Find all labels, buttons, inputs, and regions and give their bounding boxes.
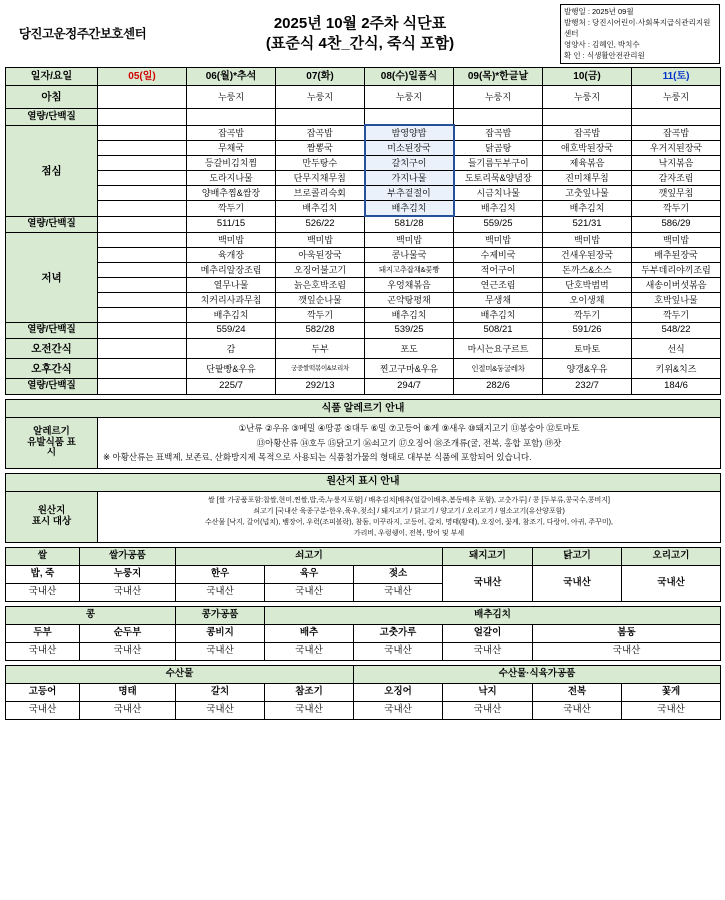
dinner-4-1: 수제비국 — [454, 248, 543, 263]
sub-2-6: 봄동 — [533, 625, 721, 643]
am-snack-2: 두부 — [276, 339, 365, 359]
allergy-title: 식품 알레르기 안내 — [6, 400, 721, 418]
sub-2-1: 순두부 — [80, 625, 176, 643]
dinner-5-1: 건새우된장국 — [543, 248, 632, 263]
lunch-0-2 — [98, 156, 187, 171]
dinner-3-2: 돼지고추잡채&꽃빵 — [365, 263, 454, 278]
dinner-6-2: 두부데리야끼조림 — [632, 263, 721, 278]
group-seafood: 수산물 — [6, 666, 354, 684]
title-line-1: 2025년 10월 2주차 식단표 — [273, 14, 447, 32]
dinner-4-2: 적어구이 — [454, 263, 543, 278]
lunch-2-1: 짬뽕국 — [276, 141, 365, 156]
dinner-4-0: 백미밥 — [454, 233, 543, 248]
dinner-5-5: 깍두기 — [543, 308, 632, 323]
lunch-row-0 — [6, 125, 721, 141]
allergy-line-2: ⑬아황산류 ⑭호두 ⑮닭고기 ⑯쇠고기 ⑰오징어 ⑱조개류(굴, 전복, 홍합 포함) ⑲잣 — [256, 437, 562, 448]
origin-detail-table-3 — [5, 665, 721, 720]
origin-label-line-2: 표시 대상 — [31, 516, 72, 528]
origin-2-0: 국내산 — [6, 643, 80, 661]
am-snack-3: 포도 — [365, 339, 454, 359]
dinner-6-4: 호박잎나물 — [632, 293, 721, 308]
lunch-1-5: 깍두기 — [187, 201, 276, 217]
snack-kcal-2: 292/13 — [276, 379, 365, 395]
lunch-3-0: 밤영양밥 — [365, 125, 454, 141]
sub-3-7: 꽃게 — [622, 684, 721, 702]
group-row-1 — [6, 548, 721, 566]
breakfast-kcal-0 — [98, 109, 187, 126]
origin-2-2: 국내산 — [176, 643, 265, 661]
group-bean: 콩 — [6, 607, 176, 625]
origin-2-5: 국내산 — [443, 643, 533, 661]
am-snack-0 — [98, 339, 187, 359]
allergy-line-1: ①난류 ②우유 ③메밀 ④땅콩 ⑤대두 ⑥밀 ⑦고등어 ⑧게 ⑨새우 ⑩돼지고기 ⑪봉숭아 ⑫토마토 — [238, 423, 580, 434]
origin-1-1: 국내산 — [80, 584, 176, 602]
dinner-1-0: 백미밥 — [187, 233, 276, 248]
day-header-1: 06(월)*추석 — [187, 68, 276, 86]
origin-2-4: 국내산 — [354, 643, 443, 661]
page-title — [160, 4, 560, 64]
lunch-kcal-2: 526/22 — [276, 216, 365, 233]
row-label-lunch: 점심 — [6, 125, 98, 216]
allergy-title-row — [6, 400, 721, 418]
dinner-3-1: 콩나물국 — [365, 248, 454, 263]
sub-2-5: 얼갈이 — [443, 625, 533, 643]
dinner-row-1 — [6, 248, 721, 263]
lunch-6-3: 감자조림 — [632, 171, 721, 186]
snack-kcal-row — [6, 379, 721, 395]
row-label-dinner: 저녁 — [6, 233, 98, 323]
sub-2-3: 배추 — [265, 625, 354, 643]
breakfast-row — [6, 86, 721, 109]
breakfast-kcal-2 — [276, 109, 365, 126]
lunch-4-1: 닭곰탕 — [454, 141, 543, 156]
sub-3-5: 낙지 — [443, 684, 533, 702]
day-header-4: 09(목)*한글날 — [454, 68, 543, 86]
dinner-0-3 — [98, 278, 187, 293]
day-header-3: 08(수)일품식 — [365, 68, 454, 86]
breakfast-kcal-3 — [365, 109, 454, 126]
sub-2-0: 두부 — [6, 625, 80, 643]
sub-3-1: 명태 — [80, 684, 176, 702]
allergy-label — [6, 418, 98, 468]
document-header — [5, 4, 720, 64]
lunch-6-1: 우거지된장국 — [632, 141, 721, 156]
day-header-2: 07(화) — [276, 68, 365, 86]
breakfast-kcal-row — [6, 109, 721, 126]
lunch-5-5: 배추김치 — [543, 201, 632, 217]
dinner-5-2: 돈까스&소스 — [543, 263, 632, 278]
pm-snack-5: 양갱&우유 — [543, 359, 632, 379]
row-label-breakfast-kcal: 열량/단백질 — [6, 109, 98, 126]
dinner-row-5 — [6, 308, 721, 323]
allergy-line-3: ※ 아황산류는 표백제, 보존료, 산화방지제 목적으로 사용되는 식품첨가물의 형태로 대부분 식품에 포함되어 있습니다. — [103, 452, 532, 463]
day-header-row — [6, 68, 721, 86]
dinner-1-1: 육개장 — [187, 248, 276, 263]
breakfast-kcal-4 — [454, 109, 543, 126]
title-line-2: (표준식 4찬_간식, 죽식 포함) — [265, 35, 455, 53]
lunch-6-0: 잡곡밥 — [632, 125, 721, 141]
dinner-6-5: 깍두기 — [632, 308, 721, 323]
row-label-am-snack: 오전간식 — [6, 339, 98, 359]
lunch-1-2: 등갈비김치찜 — [187, 156, 276, 171]
am-snack-6: 선식 — [632, 339, 721, 359]
allergy-body-row — [6, 418, 721, 468]
group-rice: 쌀 — [6, 548, 80, 566]
lunch-5-1: 애호박된장국 — [543, 141, 632, 156]
lunch-0-3 — [98, 171, 187, 186]
group-seafood-processed: 수산물·식육가공품 — [354, 666, 721, 684]
dinner-3-0: 백미밥 — [365, 233, 454, 248]
pm-snack-1: 단팥빵&우유 — [187, 359, 276, 379]
breakfast-5: 누룽지 — [543, 86, 632, 109]
column-header-date: 일자/요일 — [6, 68, 98, 86]
lunch-kcal-4: 559/25 — [454, 216, 543, 233]
sub-3-3: 참조기 — [265, 684, 354, 702]
breakfast-kcal-1 — [187, 109, 276, 126]
lunch-3-2: 갈치구이 — [365, 156, 454, 171]
am-snack-row — [6, 339, 721, 359]
meta-dietitian: 영양사 : 김혜인, 박치수 — [564, 39, 640, 49]
origin-table — [5, 473, 721, 544]
dinner-0-0 — [98, 233, 187, 248]
dinner-kcal-0 — [98, 323, 187, 339]
lunch-2-4: 브로콜리숙회 — [276, 186, 365, 201]
sub-row-2 — [6, 625, 721, 643]
pm-snack-4: 인절미&둥굴레차 — [454, 359, 543, 379]
lunch-4-3: 도토리묵&양념장 — [454, 171, 543, 186]
dinner-row-0 — [6, 233, 721, 248]
lunch-4-2: 들기름두부구이 — [454, 156, 543, 171]
origin-label — [6, 491, 98, 543]
sub-3-6: 전복 — [533, 684, 622, 702]
group-beef: 쇠고기 — [176, 548, 443, 566]
dinner-4-4: 무생채 — [454, 293, 543, 308]
row-label-dinner-kcal: 열량/단백질 — [6, 323, 98, 339]
dinner-2-5: 깍두기 — [276, 308, 365, 323]
dinner-5-3: 단호박범벅 — [543, 278, 632, 293]
origin-3-4: 국내산 — [354, 702, 443, 720]
origin-3-7: 국내산 — [622, 702, 721, 720]
day-header-0: 05(일) — [98, 68, 187, 86]
origin-3-0: 국내산 — [6, 702, 80, 720]
origin-1-2: 국내산 — [176, 584, 265, 602]
origin-2-1: 국내산 — [80, 643, 176, 661]
origin-3-3: 국내산 — [265, 702, 354, 720]
dinner-4-3: 연근조림 — [454, 278, 543, 293]
lunch-5-3: 진미채무침 — [543, 171, 632, 186]
lunch-5-2: 제육볶음 — [543, 156, 632, 171]
lunch-2-0: 잡곡밥 — [276, 125, 365, 141]
lunch-1-4: 양배추찜&쌈장 — [187, 186, 276, 201]
origin-body-row — [6, 491, 721, 543]
origin-line-4: 가리비, 우렁쉥이, 전복, 방어 및 부세 — [353, 530, 465, 538]
sub-3-4: 오징어 — [354, 684, 443, 702]
origin-1-0: 국내산 — [6, 584, 80, 602]
snack-kcal-3: 294/7 — [365, 379, 454, 395]
snack-kcal-0 — [98, 379, 187, 395]
breakfast-6: 누룽지 — [632, 86, 721, 109]
lunch-5-4: 고춧잎나물 — [543, 186, 632, 201]
dinner-2-0: 백미밥 — [276, 233, 365, 248]
origin-detail-table-1 — [5, 547, 721, 602]
meta-cell — [560, 4, 720, 64]
dinner-kcal-3: 539/25 — [365, 323, 454, 339]
origin-body — [98, 491, 721, 543]
dinner-0-4 — [98, 293, 187, 308]
origin-title: 원산지 표시 안내 — [6, 473, 721, 491]
origin-3-6: 국내산 — [533, 702, 622, 720]
row-label-pm-snack: 오후간식 — [6, 359, 98, 379]
lunch-kcal-row — [6, 216, 721, 233]
origin-row-2 — [6, 643, 721, 661]
allergy-label-line-2: 유발식품 표 — [27, 436, 76, 448]
origin-3-2: 국내산 — [176, 702, 265, 720]
group-row-3 — [6, 666, 721, 684]
lunch-kcal-6: 586/29 — [632, 216, 721, 233]
row-label-breakfast: 아침 — [6, 86, 98, 109]
dinner-2-2: 오징어불고기 — [276, 263, 365, 278]
am-snack-5: 토마토 — [543, 339, 632, 359]
meta-issue-date: 발행일 : 2025년 09월 — [564, 7, 634, 16]
allergy-label-line-1: 알레르기 — [33, 425, 70, 437]
group-kimchi: 배추김치 — [265, 607, 721, 625]
origin-1-4: 국내산 — [354, 584, 443, 602]
lunch-5-0: 잡곡밥 — [543, 125, 632, 141]
lunch-0-4 — [98, 186, 187, 201]
lunch-3-1: 미소된장국 — [365, 141, 454, 156]
breakfast-2: 누룽지 — [276, 86, 365, 109]
dinner-6-0: 백미밥 — [632, 233, 721, 248]
dinner-1-4: 치커리사과무침 — [187, 293, 276, 308]
lunch-6-5: 깍두기 — [632, 201, 721, 217]
snack-kcal-5: 232/7 — [543, 379, 632, 395]
lunch-2-3: 단무지채무침 — [276, 171, 365, 186]
lunch-3-5: 배추김치 — [365, 201, 454, 217]
origin-2-3: 국내산 — [265, 643, 354, 661]
dinner-row-3 — [6, 278, 721, 293]
lunch-4-5: 배추김치 — [454, 201, 543, 217]
origin-label-line-1: 원산지 — [37, 505, 66, 517]
meta-publisher: 발행처 : 당진시어린이·사회복지급식관리지원센터 — [564, 17, 711, 38]
lunch-3-3: 가지나물 — [365, 171, 454, 186]
sub-1-4: 젖소 — [354, 566, 443, 584]
dinner-1-2: 메추리알장조림 — [187, 263, 276, 278]
pm-snack-2: 궁중쌀떡볶이&보리차 — [276, 359, 365, 379]
origin-3-1: 국내산 — [80, 702, 176, 720]
dinner-3-4: 곤약탕평채 — [365, 293, 454, 308]
group-bean-product: 콩가공품 — [176, 607, 265, 625]
snack-kcal-4: 282/6 — [454, 379, 543, 395]
sub-1-2: 한우 — [176, 566, 265, 584]
pm-snack-row — [6, 359, 721, 379]
meta-confirm: 확 인 : 식생활안전관리원 — [564, 50, 645, 60]
group-chicken: 닭고기 — [533, 548, 622, 566]
lunch-4-4: 시금치나물 — [454, 186, 543, 201]
sub-2-2: 콩비지 — [176, 625, 265, 643]
pm-snack-3: 찐고구마&우유 — [365, 359, 454, 379]
lunch-row-3 — [6, 171, 721, 186]
lunch-1-0: 잡곡밥 — [187, 125, 276, 141]
day-header-5: 10(금) — [543, 68, 632, 86]
dinner-3-3: 우엉채볶음 — [365, 278, 454, 293]
dinner-0-2 — [98, 263, 187, 278]
lunch-0-5 — [98, 201, 187, 217]
dinner-row-2 — [6, 263, 721, 278]
group-rice-product: 쌀가공품 — [80, 548, 176, 566]
dinner-2-1: 아욱된장국 — [276, 248, 365, 263]
dinner-6-1: 배추된장국 — [632, 248, 721, 263]
allergy-body — [98, 418, 721, 468]
sub-3-2: 갈치 — [176, 684, 265, 702]
snack-kcal-1: 225/7 — [187, 379, 276, 395]
allergy-table — [5, 399, 721, 468]
pm-snack-0 — [98, 359, 187, 379]
day-header-6: 11(토) — [632, 68, 721, 86]
group-row-2 — [6, 607, 721, 625]
sub-2-4: 고춧가루 — [354, 625, 443, 643]
dinner-0-5 — [98, 308, 187, 323]
origin-3-5: 국내산 — [443, 702, 533, 720]
dinner-3-5: 배추김치 — [365, 308, 454, 323]
dinner-kcal-6: 548/22 — [632, 323, 721, 339]
breakfast-1: 누룽지 — [187, 86, 276, 109]
dinner-kcal-2: 582/28 — [276, 323, 365, 339]
am-snack-4: 마시는요구르트 — [454, 339, 543, 359]
sub-1-3: 육우 — [265, 566, 354, 584]
dinner-kcal-5: 591/26 — [543, 323, 632, 339]
dinner-2-4: 깻잎순나물 — [276, 293, 365, 308]
lunch-kcal-1: 511/15 — [187, 216, 276, 233]
weekly-menu-table — [5, 67, 721, 395]
dinner-kcal-row — [6, 323, 721, 339]
lunch-6-2: 낙지볶음 — [632, 156, 721, 171]
dinner-4-5: 배추김치 — [454, 308, 543, 323]
dinner-2-3: 늙은호박조림 — [276, 278, 365, 293]
origin-1-3: 국내산 — [265, 584, 354, 602]
allergy-label-line-3: 시 — [46, 447, 57, 459]
breakfast-4: 누룽지 — [454, 86, 543, 109]
origin-line-2: 쇠고기 [국내산 육종구분-한우,육우,젖소] / 돼지고기 / 닭고기 / 양고기 / 오리고기 / 염소고기(유산양포함) — [253, 507, 565, 515]
lunch-2-2: 만두탕수 — [276, 156, 365, 171]
origin-1-5: 국내산 — [443, 566, 533, 602]
breakfast-kcal-5 — [543, 109, 632, 126]
dinner-0-1 — [98, 248, 187, 263]
dinner-kcal-1: 559/24 — [187, 323, 276, 339]
pm-snack-6: 키위&치즈 — [632, 359, 721, 379]
lunch-0-1 — [98, 141, 187, 156]
row-label-snack-kcal: 열량/단백질 — [6, 379, 98, 395]
lunch-0-0 — [98, 125, 187, 141]
dinner-1-5: 배추김치 — [187, 308, 276, 323]
breakfast-0 — [98, 86, 187, 109]
sub-1-1: 누룽지 — [80, 566, 176, 584]
origin-2-6: 국내산 — [533, 643, 721, 661]
lunch-row-4 — [6, 186, 721, 201]
lunch-row-1 — [6, 141, 721, 156]
sub-row-1 — [6, 566, 721, 584]
group-duck: 오리고기 — [622, 548, 721, 566]
lunch-row-5 — [6, 201, 721, 217]
lunch-1-3: 도라지나물 — [187, 171, 276, 186]
lunch-row-2 — [6, 156, 721, 171]
lunch-kcal-5: 521/31 — [543, 216, 632, 233]
snack-kcal-6: 184/6 — [632, 379, 721, 395]
origin-row-3 — [6, 702, 721, 720]
sub-1-0: 밥, 죽 — [6, 566, 80, 584]
origin-title-row — [6, 473, 721, 491]
lunch-4-0: 잡곡밥 — [454, 125, 543, 141]
lunch-kcal-0 — [98, 216, 187, 233]
origin-detail-table-2 — [5, 606, 721, 661]
breakfast-kcal-6 — [632, 109, 721, 126]
dinner-kcal-4: 508/21 — [454, 323, 543, 339]
dinner-5-4: 오이생채 — [543, 293, 632, 308]
dinner-1-3: 열무나물 — [187, 278, 276, 293]
lunch-2-5: 배추김치 — [276, 201, 365, 217]
center-name: 당진고운정주간보호센터 — [18, 27, 147, 41]
dinner-5-0: 백미밥 — [543, 233, 632, 248]
origin-line-3: 수산물 [낙지, 갈어(넙치), 뱀장어, 우럭(조피볼락), 참돔, 미꾸라지, 고등어, 갈치, 명태(황태), 오징어, 꽃게, 참조기, 다랑어, 아귀, 주꾸미), — [205, 519, 613, 527]
dinner-6-3: 새송이버섯볶음 — [632, 278, 721, 293]
lunch-3-4: 부추겉절이 — [365, 186, 454, 201]
lunch-kcal-3: 581/28 — [365, 216, 454, 233]
origin-1-7: 국내산 — [622, 566, 721, 602]
row-label-lunch-kcal: 열량/단백질 — [6, 216, 98, 233]
origin-1-6: 국내산 — [533, 566, 622, 602]
breakfast-3: 누룽지 — [365, 86, 454, 109]
publication-meta — [560, 4, 720, 64]
lunch-1-1: 무채국 — [187, 141, 276, 156]
sub-3-0: 고등어 — [6, 684, 80, 702]
lunch-6-4: 깻잎무침 — [632, 186, 721, 201]
dinner-row-4 — [6, 293, 721, 308]
origin-line-1: 쌀 [쌀 가공품포함:찹쌀,현미,찐쌀,밥,죽,누룽지포함] / 배추김치[배추(얼갈이배추,봄동배추 포함), 고춧가루] / 콩 [두부류,콩국수,콩비지] — [207, 496, 611, 504]
group-pork: 돼지고기 — [443, 548, 533, 566]
am-snack-1: 감 — [187, 339, 276, 359]
sub-row-3 — [6, 684, 721, 702]
